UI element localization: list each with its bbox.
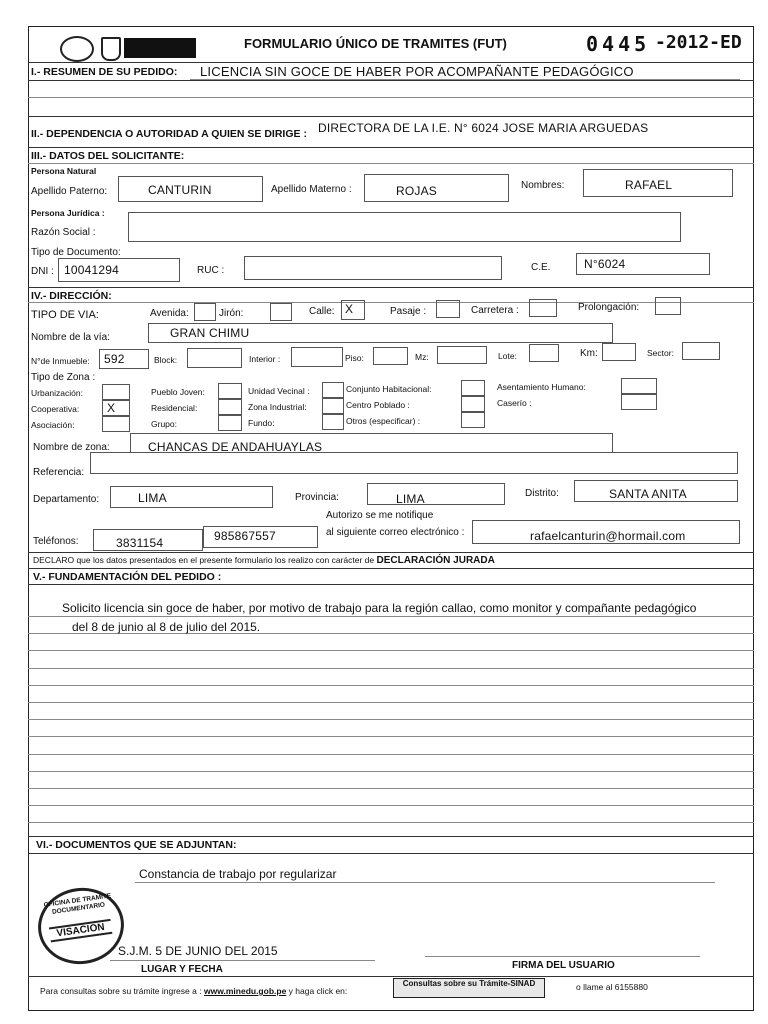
ruled-line xyxy=(28,788,754,789)
urbanizacion-label: Urbanización: xyxy=(31,388,83,398)
ce-value: N°6024 xyxy=(584,257,626,271)
divider xyxy=(28,163,754,164)
declaro-prefix: DECLARO que los datos presentados en el presente formulario los realizo con carácter de xyxy=(33,555,375,565)
consultas-text xyxy=(40,986,347,996)
pasaje-checkbox[interactable] xyxy=(436,300,460,318)
interior-label: Interior : xyxy=(249,354,281,364)
redacted-block xyxy=(124,38,196,58)
otros-label: Otros (especificar) : xyxy=(346,416,421,426)
divider xyxy=(28,80,754,81)
urbanizacion-checkbox[interactable] xyxy=(102,384,130,400)
section-5-label: V.- FUNDAMENTACIÓN DEL PEDIDO : xyxy=(33,571,222,583)
dni-label: DNI : xyxy=(31,266,54,277)
telefonos-label: Teléfonos: xyxy=(33,536,79,547)
divider xyxy=(28,976,754,977)
pueblo-joven-label: Pueblo Joven: xyxy=(151,387,205,397)
nombre-via-label: Nombre de la vía: xyxy=(31,332,110,343)
otros-checkbox[interactable] xyxy=(461,412,485,428)
email-value: rafaelcanturin@hormail.com xyxy=(530,529,686,543)
inmueble-label: N°de Inmueble: xyxy=(31,356,90,366)
ruled-line xyxy=(28,754,754,755)
ruled-line xyxy=(28,719,754,720)
peru-shield-icon xyxy=(101,37,121,61)
divider xyxy=(28,836,754,837)
ap-paterno-label: Apellido Paterno: xyxy=(31,186,108,197)
lugar-fecha-value[interactable]: S.J.M. 5 DE JUNIO DEL 2015 xyxy=(118,944,278,958)
ruled-line xyxy=(28,822,754,823)
pueblo-joven-checkbox[interactable] xyxy=(218,383,242,399)
jiron-label: Jirón: xyxy=(219,308,244,319)
section-3-label: III.- DATOS DEL SOLICITANTE: xyxy=(31,150,185,162)
ruled-line xyxy=(28,736,754,737)
centro-poblado-checkbox[interactable] xyxy=(461,396,485,412)
departamento-field[interactable] xyxy=(110,486,273,508)
ruled-line xyxy=(28,702,754,703)
firma-line xyxy=(425,956,700,957)
phone-text: o llame al 6155880 xyxy=(576,982,648,992)
prolongacion-label: Prolongación: xyxy=(578,302,640,313)
grupo-label: Grupo: xyxy=(151,419,177,429)
minedu-link[interactable]: www.minedu.gob.pe xyxy=(203,986,287,996)
autorizo-label-2: al siguiente correo electrónico : xyxy=(326,527,465,538)
caserio-checkbox[interactable] xyxy=(621,394,657,410)
pasaje-label: Pasaje : xyxy=(390,306,427,317)
resumen-value[interactable]: LICENCIA SIN GOCE DE HABER POR ACOMPAÑANTE PEDAGÓGICO xyxy=(200,64,634,79)
zona-industrial-label: Zona Industrial: xyxy=(248,402,307,412)
unidad-vecinal-checkbox[interactable] xyxy=(322,382,344,398)
avenida-checkbox[interactable] xyxy=(194,303,216,321)
divider xyxy=(28,568,754,569)
sinad-button[interactable] xyxy=(393,978,545,998)
divider xyxy=(28,584,754,585)
stamp-ring-text: OFICINA DE TRAMITE DOCUMENTARIO xyxy=(43,892,112,916)
mz-field[interactable] xyxy=(437,346,487,364)
form-title: FORMULARIO ÚNICO DE TRAMITES (FUT) xyxy=(244,36,507,51)
provincia-value: LIMA xyxy=(396,492,425,506)
piso-field[interactable] xyxy=(373,347,408,365)
km-label: Km: xyxy=(580,348,598,359)
cooperativa-label: Cooperativa: xyxy=(31,404,80,414)
telefono2-value: 985867557 xyxy=(214,529,276,543)
jiron-checkbox[interactable] xyxy=(270,303,292,321)
divider xyxy=(28,147,754,148)
zona-industrial-checkbox[interactable] xyxy=(322,398,344,414)
departamento-label: Departamento: xyxy=(33,494,100,505)
conjunto-checkbox[interactable] xyxy=(461,380,485,396)
asentamiento-label: Asentamiento Humano: xyxy=(497,382,586,392)
distrito-value: SANTA ANITA xyxy=(609,487,687,501)
ruled-line xyxy=(28,805,754,806)
form-number: 0445 xyxy=(586,32,651,56)
calle-mark: X xyxy=(345,302,354,316)
ruled-line xyxy=(28,771,754,772)
ap-materno-label: Apellido Materno : xyxy=(271,184,352,195)
dni-value: 10041294 xyxy=(64,263,119,277)
provincia-field[interactable] xyxy=(367,483,505,505)
ruc-label: RUC : xyxy=(197,265,225,276)
section-4-label: IV.- DIRECCIÓN: xyxy=(31,290,112,302)
lugar-fecha-label: LUGAR Y FECHA xyxy=(141,964,223,975)
block-field[interactable] xyxy=(187,348,242,368)
minedu-logo xyxy=(60,36,94,62)
sector-field[interactable] xyxy=(682,342,720,360)
fundo-label: Fundo: xyxy=(248,418,275,428)
centro-poblado-label: Centro Poblado : xyxy=(346,400,410,410)
asociacion-checkbox[interactable] xyxy=(102,416,130,432)
firma-label: FIRMA DEL USUARIO xyxy=(512,960,615,971)
residencial-checkbox[interactable] xyxy=(218,399,242,415)
section-6-label: VI.- DOCUMENTOS QUE SE ADJUNTAN: xyxy=(36,839,237,851)
distrito-label: Distrito: xyxy=(525,488,559,499)
lote-field[interactable] xyxy=(529,344,559,362)
inmueble-value: 592 xyxy=(104,352,125,366)
stamp-center-text: VISACION xyxy=(49,919,112,942)
section-2-label: II.- DEPENDENCIA O AUTORIDAD A QUIEN SE DIRIGE : xyxy=(31,128,307,140)
referencia-label: Referencia: xyxy=(33,467,85,478)
lote-label: Lote: xyxy=(498,351,517,361)
persona-juridica-label: Persona Jurídica : xyxy=(31,208,105,218)
telefono1-value: 3831154 xyxy=(116,536,164,550)
divider xyxy=(28,116,754,117)
ruled-line xyxy=(28,685,754,686)
ap-materno-value: ROJAS xyxy=(396,184,438,198)
piso-label: Piso: xyxy=(345,353,364,363)
consultas-suffix: y haga click en: xyxy=(288,986,348,996)
tipo-zona-label: Tipo de Zona : xyxy=(31,372,96,383)
mz-label: Mz: xyxy=(415,352,429,362)
provincia-label: Provincia: xyxy=(295,492,339,503)
referencia-field[interactable] xyxy=(90,452,738,474)
autorizo-label-1: Autorizo se me notifique xyxy=(326,510,434,521)
ruled-line xyxy=(28,650,754,651)
documentos-line-1[interactable]: Constancia de trabajo por regularizar xyxy=(139,867,337,881)
fundo-checkbox[interactable] xyxy=(322,414,344,430)
tipo-doc-label: Tipo de Documento: xyxy=(31,247,121,258)
caserio-label: Caserío : xyxy=(497,398,532,408)
prolongacion-checkbox[interactable] xyxy=(655,297,681,315)
block-label: Block: xyxy=(154,355,178,365)
ruc-field[interactable] xyxy=(244,256,502,280)
residencial-label: Residencial: xyxy=(151,403,198,413)
conjunto-label: Conjunto Habitacional: xyxy=(346,384,432,394)
asociacion-label: Asociación: xyxy=(31,420,75,430)
ce-label: C.E. xyxy=(531,262,551,273)
ruled-line xyxy=(28,616,754,617)
asentamiento-checkbox[interactable] xyxy=(621,378,657,394)
persona-natural-label: Persona Natural xyxy=(31,166,97,176)
nombres-label: Nombres: xyxy=(521,180,565,191)
nombre-via-value: GRAN CHIMU xyxy=(170,326,250,340)
grupo-checkbox[interactable] xyxy=(218,415,242,431)
divider xyxy=(28,853,754,854)
ruled-line xyxy=(28,668,754,669)
departamento-value: LIMA xyxy=(138,491,167,505)
unidad-vecinal-label: Unidad Vecinal : xyxy=(248,386,310,396)
divider xyxy=(28,302,754,303)
divider xyxy=(28,62,754,63)
section-1-label: I.- RESUMEN DE SU PEDIDO: xyxy=(31,66,178,78)
km-field[interactable] xyxy=(602,343,636,361)
sector-label: Sector: xyxy=(647,348,674,358)
avenida-label: Avenida: xyxy=(150,308,189,319)
nombres-value: RAFAEL xyxy=(625,178,673,192)
divider xyxy=(28,552,754,553)
nombre-zona-value: CHANCAS DE ANDAHUAYLAS xyxy=(148,440,323,454)
form-number-suffix: -2012-ED xyxy=(655,32,742,53)
tipo-via-label: TIPO DE VIA: xyxy=(31,309,99,321)
interior-field[interactable] xyxy=(291,347,343,367)
documentos-underline xyxy=(135,882,715,883)
declaro-bold: DECLARACIÓN JURADA xyxy=(376,555,495,566)
declaro-text xyxy=(33,555,495,566)
consultas-prefix: Para consultas sobre su trámite ingrese a : xyxy=(40,986,202,996)
sinad-button-label: Consultas sobre su Trámite-SINAD xyxy=(402,979,536,988)
carretera-checkbox[interactable] xyxy=(529,299,557,317)
nombre-zona-label: Nombre de zona: xyxy=(33,442,110,453)
fundamentacion-line-2[interactable]: del 8 de junio al 8 de julio del 2015. xyxy=(72,620,261,634)
divider xyxy=(28,287,754,288)
razon-social-field[interactable] xyxy=(128,212,681,242)
carretera-label: Carretera : xyxy=(471,305,519,316)
ap-paterno-value: CANTURIN xyxy=(148,183,212,197)
cooperativa-mark: X xyxy=(107,401,116,415)
fundamentacion-line-1[interactable]: Solicito licencia sin goce de haber, por motivo de trabajo para la región callao, como monitor y compañante pedagógico xyxy=(62,601,697,615)
razon-social-label: Razón Social : xyxy=(31,227,96,238)
lugar-fecha-line xyxy=(110,960,375,961)
calle-label: Calle: xyxy=(309,306,335,317)
dependencia-value[interactable]: DIRECTORA DE LA I.E. N° 6024 JOSE MARIA ARGUEDAS xyxy=(318,121,649,135)
resumen-line xyxy=(28,97,754,98)
